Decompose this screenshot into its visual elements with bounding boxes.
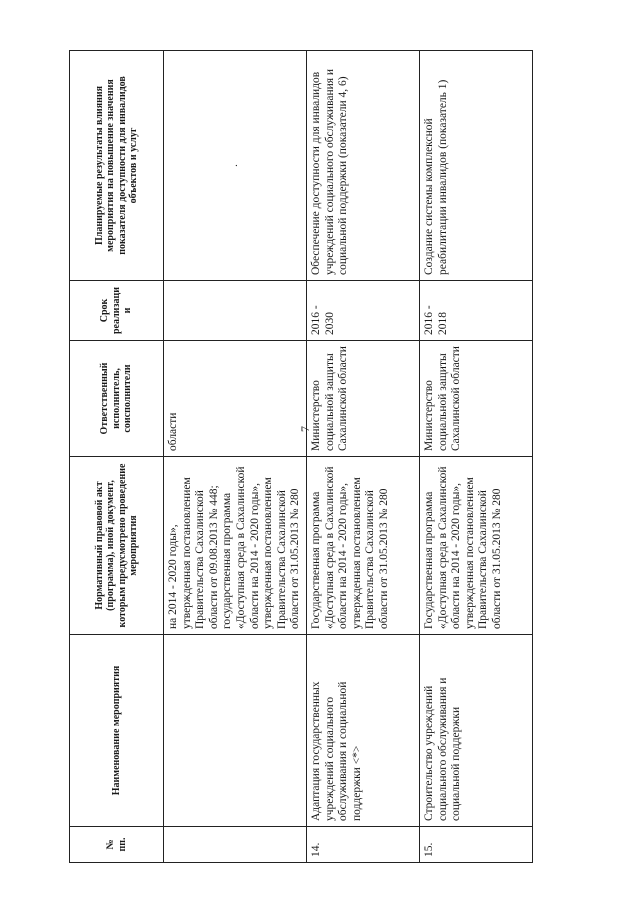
cell-results: . xyxy=(164,51,307,281)
table-header-row xyxy=(70,51,164,863)
cell-responsible: Министерство социальной защиты Сахалинской области xyxy=(306,341,419,457)
cell-act: на 2014 - 2020 годы», утвержденная постановлением Правительства Сахалинской области от 09.08.2013 № 448; государственная программа «Доступная среда в Сахалинской области на 2014 - 2020 годы», утвержденная постановлением Правительства Сахалинской области от 31.05.2013 № 280 xyxy=(164,457,307,635)
header-results: Планируемые результаты влияния мероприятия на повышение значения показателя доступности для инвалидов объектов и услуг xyxy=(70,51,164,281)
cell-num xyxy=(164,827,307,863)
header-act: Нормативный правовой акт (программа), иной документ, которым предусмотрено проведение мероприятия xyxy=(70,457,164,635)
cell-term: 2016 - 2018 xyxy=(419,281,532,341)
table-row xyxy=(164,51,307,863)
cell-term: 2016 - 2030 xyxy=(306,281,419,341)
cell-name xyxy=(164,635,307,827)
cell-act: Государственная программа «Доступная среда в Сахалинской области на 2014 - 2020 годы», утвержденная постановлением Правительства Сахалинской области от 31.05.2013 № 280 xyxy=(306,457,419,635)
cell-results: Создание системы комплексной реабилитации инвалидов (показатель 1) xyxy=(419,51,532,281)
header-name: Наименование мероприятия xyxy=(70,635,164,827)
cell-name: Адаптация государственных учреждений социального обслуживания и социальной поддержки <*> xyxy=(306,635,419,827)
header-term: Срок реализаци и xyxy=(70,281,164,341)
header-responsible: Ответственный исполнитель, соисполнители xyxy=(70,341,164,457)
table-row xyxy=(306,51,419,863)
header-num: № пп. xyxy=(70,827,164,863)
cell-responsible: Министерство социальной защиты Сахалинской области xyxy=(419,341,532,457)
cell-num: 15. xyxy=(419,827,532,863)
table-row xyxy=(419,51,532,863)
measures-table-container xyxy=(69,51,516,863)
cell-num: 14. xyxy=(306,827,419,863)
measures-table xyxy=(69,50,533,863)
cell-act: Государственная программа «Доступная среда в Сахалинской области на 2014 - 2020 годы», утвержденная постановлением Правительства Сахалинской области от 31.05.2013 № 280 xyxy=(419,457,532,635)
cell-responsible: области xyxy=(164,341,307,457)
page-number: 7 xyxy=(298,426,312,432)
cell-name: Строительство учреждений социального обслуживания и социальной поддержки xyxy=(419,635,532,827)
cell-term xyxy=(164,281,307,341)
cell-results: Обеспечение доступности для инвалидов учреждений социального обслуживания и социальной поддержки (показатели 4, 6) xyxy=(306,51,419,281)
